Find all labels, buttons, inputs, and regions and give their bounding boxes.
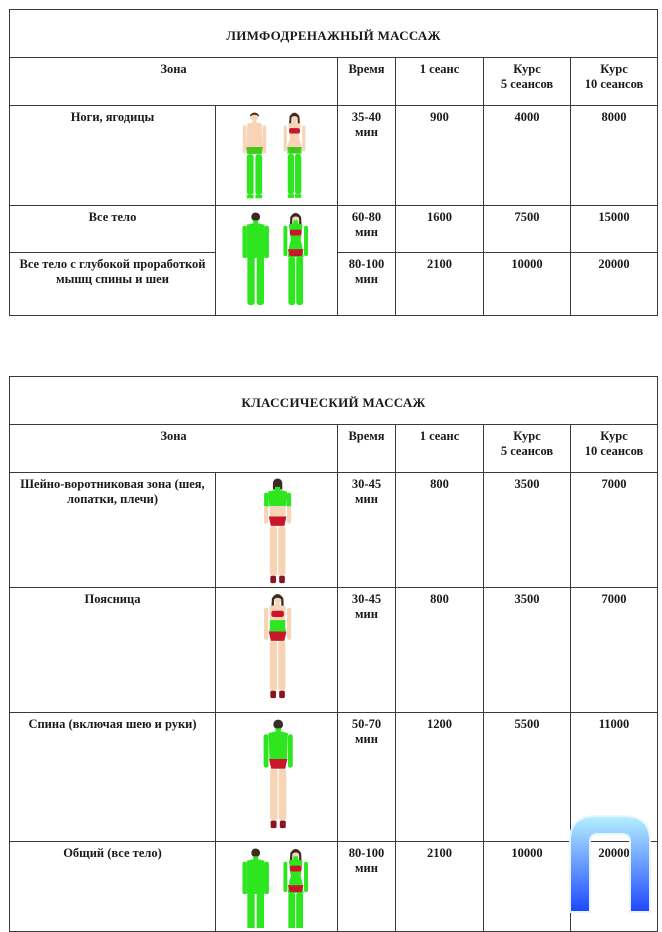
- classic-table-title: КЛАССИЧЕСКИЙ МАССАЖ: [10, 377, 658, 425]
- course10-price-cell: 7000: [571, 473, 658, 588]
- table-row: [10, 206, 658, 253]
- course10-price-cell: 11000: [571, 713, 658, 842]
- table-row: [10, 842, 658, 932]
- time-cell: 30-45 мин: [338, 473, 396, 588]
- lower-back-highlight-icon: [257, 590, 297, 702]
- zone-cell: Шейно-воротниковая зона (шея, лопатки, плечи): [10, 473, 216, 588]
- course10-price-cell: 20000: [571, 842, 658, 932]
- zone-cell: Все тело с глубокой проработкой мышц спины и шеи: [10, 253, 216, 316]
- single-price-cell: 2100: [396, 842, 484, 932]
- single-price-cell: 1600: [396, 206, 484, 253]
- header-course5: Курс 5 сеансов: [484, 58, 571, 106]
- single-price-cell: 800: [396, 588, 484, 713]
- time-cell: 30-45 мин: [338, 588, 396, 713]
- table-row: [10, 473, 658, 588]
- zone-cell: Все тело: [10, 206, 216, 253]
- header-single: 1 сеанс: [396, 58, 484, 106]
- lymph-massage-table: [9, 9, 658, 316]
- course5-price-cell: 3500: [484, 473, 571, 588]
- time-cell: 80-100 мин: [338, 842, 396, 932]
- single-price-cell: 800: [396, 473, 484, 588]
- table-row: [10, 588, 658, 713]
- single-price-cell: 900: [396, 106, 484, 206]
- course5-price-cell: 7500: [484, 206, 571, 253]
- time-cell: 50-70 мин: [338, 713, 396, 842]
- header-single: 1 сеанс: [396, 425, 484, 473]
- course5-price-cell: 3500: [484, 588, 571, 713]
- legs-highlight-icon: [237, 108, 317, 204]
- single-price-cell: 2100: [396, 253, 484, 316]
- zone-cell: Спина (включая шею и руки): [10, 713, 216, 842]
- course5-price-cell: 10000: [484, 842, 571, 932]
- full-body-highlight-icon: [237, 844, 317, 928]
- header-zone: Зона: [10, 58, 338, 106]
- single-price-cell: 1200: [396, 713, 484, 842]
- full-body-highlight-icon: [237, 208, 317, 312]
- time-cell: 35-40 мин: [338, 106, 396, 206]
- header-course10: Курс 10 сеансов: [571, 58, 658, 106]
- course5-price-cell: 4000: [484, 106, 571, 206]
- header-time: Время: [338, 58, 396, 106]
- classic-massage-table: [9, 376, 658, 932]
- header-time: Время: [338, 425, 396, 473]
- table-row: [10, 713, 658, 842]
- time-cell: 80-100 мин: [338, 253, 396, 316]
- zone-cell: Ноги, ягодицы: [10, 106, 216, 206]
- course10-price-cell: 20000: [571, 253, 658, 316]
- figure-cell: [216, 473, 338, 588]
- course5-price-cell: 5500: [484, 713, 571, 842]
- header-course10: Курс 10 сеансов: [571, 425, 658, 473]
- course10-price-cell: 15000: [571, 206, 658, 253]
- course5-price-cell: 10000: [484, 253, 571, 316]
- figure-cell: [216, 713, 338, 842]
- header-zone: Зона: [10, 425, 338, 473]
- back-highlight-icon: [257, 715, 297, 833]
- course10-price-cell: 7000: [571, 588, 658, 713]
- zone-cell: Общий (все тело): [10, 842, 216, 932]
- header-course5: Курс 5 сеансов: [484, 425, 571, 473]
- figure-cell: [216, 106, 338, 206]
- figure-cell: [216, 206, 338, 316]
- figure-cell: [216, 842, 338, 932]
- neck-shoulders-highlight-icon: [257, 475, 297, 585]
- zone-cell: Поясница: [10, 588, 216, 713]
- table-row: [10, 106, 658, 206]
- course10-price-cell: 8000: [571, 106, 658, 206]
- brand-logo-icon: [566, 810, 654, 916]
- lymph-table-title: ЛИМФОДРЕНАЖНЫЙ МАССАЖ: [10, 10, 658, 58]
- time-cell: 60-80 мин: [338, 206, 396, 253]
- figure-cell: [216, 588, 338, 713]
